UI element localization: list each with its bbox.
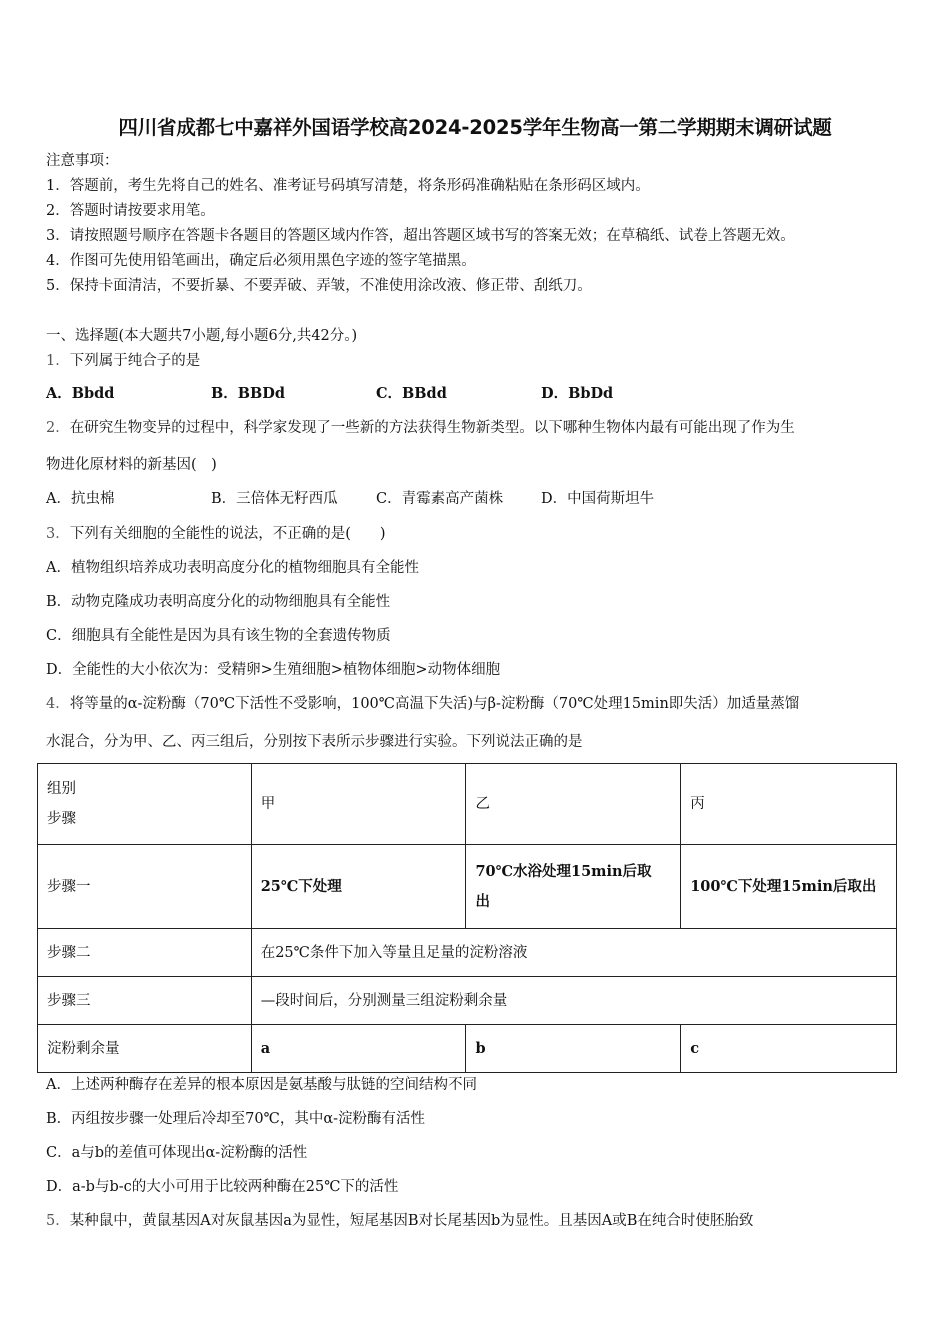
question-3 <box>46 524 386 544</box>
question-2-number: 2． <box>46 420 70 436</box>
table-cell: b <box>466 1025 681 1073</box>
table-row <box>38 845 897 929</box>
header-group-label: 组别 <box>47 781 76 797</box>
notice-item-3: 3．请按照题号顺序在答题卡各题目的答题区域内作答，超出答题区域书写的答案无效；在草稿纸、试卷上答题无效。 <box>46 228 795 244</box>
option-b: B．三倍体无籽西瓜 <box>211 491 338 507</box>
page-title: 四川省成都七中嘉祥外国语学校高2024-2025学年生物高一第二学期期末调研试题 <box>118 116 832 139</box>
question-4-stem-continued: 水混合，分为甲、乙、丙三组后，分别按下表所示步骤进行实验。下列说法正确的是 <box>46 734 583 750</box>
question-4-number: 4． <box>46 696 70 712</box>
table-cell: 步骤三 <box>38 977 252 1025</box>
question-2-options <box>46 489 906 509</box>
table-row <box>38 977 897 1025</box>
question-4-option-d: D．a-b与b-c的大小可用于比较两种酶在25℃下的活性 <box>46 1179 399 1195</box>
question-3-option-a: A．植物组织培养成功表明高度分化的植物细胞具有全能性 <box>46 560 419 576</box>
table-cell: 在25℃条件下加入等量且足量的淀粉溶液 <box>251 929 896 977</box>
question-4 <box>46 694 799 714</box>
question-1-number: 1． <box>46 353 70 369</box>
table-cell: 25℃下处理 <box>251 845 466 929</box>
question-2 <box>46 418 795 438</box>
question-1-options <box>46 384 906 404</box>
table-header-cell: 乙 <box>466 764 681 845</box>
question-3-stem: 下列有关细胞的全能性的说法，不正确的是( ) <box>69 526 386 542</box>
question-2-stem: 在研究生物变异的过程中，科学家发现了一些新的方法获得生物新类型。以下哪种生物体内最有可能出现了作为生 <box>69 420 795 436</box>
question-4-option-b: B．丙组按步骤一处理后冷却至70℃，其中α-淀粉酶有活性 <box>46 1111 426 1127</box>
question-3-number: 3． <box>46 526 70 542</box>
option-a: A．抗虫棉 <box>46 491 115 507</box>
notice-heading: 注意事项： <box>46 153 119 169</box>
cell-line: 出 <box>475 892 490 910</box>
question-3-option-d: D．全能性的大小依次为：受精卵>生殖细胞>植物体细胞>动物体细胞 <box>46 662 501 678</box>
option-d: D．中国荷斯坦牛 <box>541 491 655 507</box>
notice-item-4: 4．作图可先使用铅笔画出，确定后必须用黑色字迹的签字笔描黑。 <box>46 253 476 269</box>
table-cell: 100℃下处理15min后取出 <box>681 845 897 929</box>
table-row <box>38 929 897 977</box>
table-header-cell: 甲 <box>251 764 466 845</box>
option-c: C．青霉素高产菌株 <box>376 491 504 507</box>
option-d: D．BbDd <box>541 385 614 402</box>
notice-item-5: 5．保持卡面清洁，不要折暴、不要弄破、弄皱，不准使用涂改液、修正带、刮纸刀。 <box>46 278 592 294</box>
table-cell <box>466 845 681 929</box>
cell-line: 70℃水浴处理15min后取 <box>475 862 652 880</box>
table-cell: 淀粉剩余量 <box>38 1025 252 1073</box>
table-cell: 步骤一 <box>38 845 252 929</box>
question-5-stem: 某种鼠中，黄鼠基因A对灰鼠基因a为显性，短尾基因B对长尾基因b为显性。且基因A或B在纯合时使胚胎致 <box>69 1213 754 1229</box>
table-row <box>38 1025 897 1073</box>
table-row <box>38 764 897 845</box>
question-5-number: 5． <box>46 1213 70 1229</box>
table-header-cell <box>38 764 252 845</box>
question-3-option-c: C．细胞具有全能性是因为具有该生物的全套遗传物质 <box>46 628 391 644</box>
table-cell: a <box>251 1025 466 1073</box>
notice-item-2: 2．答题时请按要求用笔。 <box>46 203 215 219</box>
option-c: C．BBdd <box>376 385 447 402</box>
question-4-option-c: C．a与b的差值可体现出α-淀粉酶的活性 <box>46 1145 308 1161</box>
table-cell: c <box>681 1025 897 1073</box>
option-a: A．Bbdd <box>46 385 115 402</box>
table-cell: —段时间后，分别测量三组淀粉剩余量 <box>251 977 896 1025</box>
question-4-option-a: A．上述两种酶存在差异的根本原因是氨基酸与肽链的空间结构不同 <box>46 1077 477 1093</box>
question-5 <box>46 1211 753 1231</box>
experiment-table <box>37 763 897 1073</box>
header-step-label: 步骤 <box>47 811 76 827</box>
question-2-stem-continued: 物进化原材料的新基因( ) <box>46 457 217 473</box>
table-header-cell: 丙 <box>681 764 897 845</box>
question-3-option-b: B．动物克隆成功表明高度分化的动物细胞具有全能性 <box>46 594 391 610</box>
question-1-stem: 下列属于纯合子的是 <box>69 353 201 369</box>
question-4-stem: 将等量的α-淀粉酶（70℃下活性不受影响，100℃高温下失活)与β-淀粉酶（70℃处理15min即失活）加适量蒸馏 <box>69 696 800 712</box>
section-heading: 一、选择题(本大题共7小题,每小题6分,共42分。) <box>46 328 358 344</box>
notice-item-1: 1．答题前，考生先将自己的姓名、准考证号码填写清楚，将条形码准确粘贴在条形码区域内。 <box>46 178 650 194</box>
option-b: B．BBDd <box>211 385 285 402</box>
question-1 <box>46 351 200 371</box>
table-cell: 步骤二 <box>38 929 252 977</box>
